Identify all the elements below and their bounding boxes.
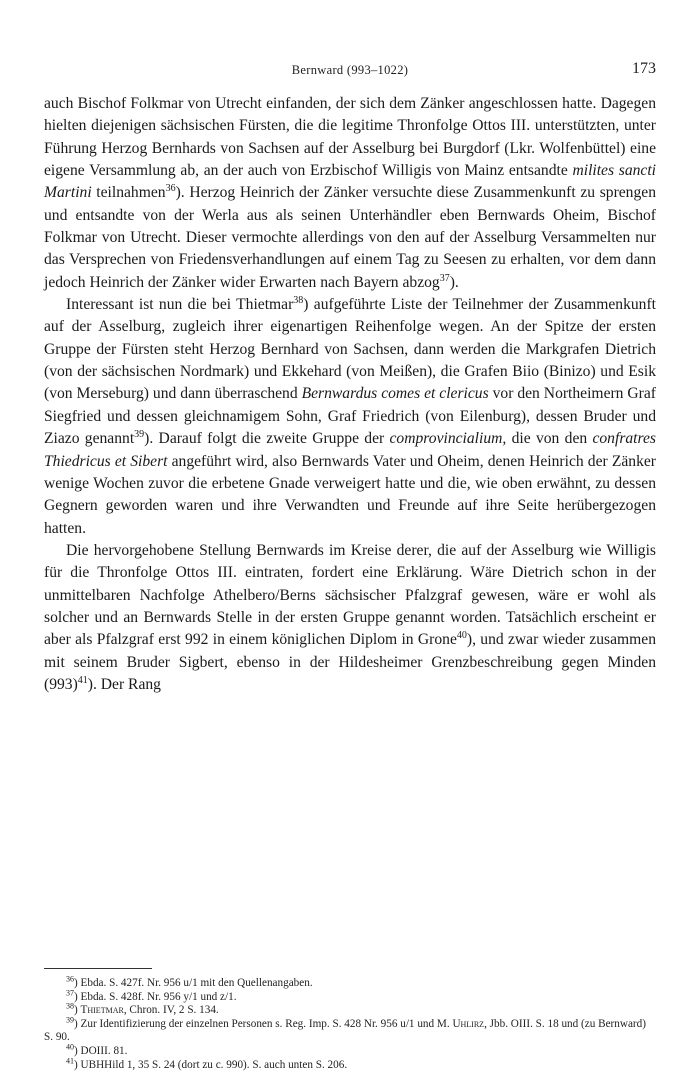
text-run: ) Ebda. S. 428f. Nr. 956 y/1 und z/1. bbox=[74, 990, 237, 1003]
paragraph bbox=[44, 540, 656, 696]
body-text bbox=[44, 93, 656, 696]
running-title: Bernward (993–1022) bbox=[291, 63, 409, 77]
text-run: ) Ebda. S. 427f. Nr. 956 u/1 mit den Quellenangaben. bbox=[74, 977, 313, 989]
text-run: auch Bischof Folkmar von Utrecht einfanden, der sich dem Zänker angeschlossen hatte. Dagegen hielten diejenigen sächsischen Fürsten, die die legitime Thronfolge Ottos III. unterstützten, unter Führung Herzog Bernhards von Sachsen auf der Asselburg bei Burgdorf (Lkr. Wolfenbüttel) eine eigene Versammlung ab, an der auch von Erzbischof Willigis von Mainz entsandte bbox=[44, 95, 656, 180]
footnote-36 bbox=[44, 974, 656, 991]
text-run: die von den bbox=[506, 430, 593, 448]
footnote-marker: 39 bbox=[66, 1015, 74, 1025]
footnote-marker: 40 bbox=[66, 1042, 74, 1052]
footnote-marker: 36 bbox=[66, 974, 74, 984]
text-run: ). Darauf folgt die zweite Gruppe der bbox=[144, 430, 390, 448]
footnote-marker: 38 bbox=[66, 1001, 74, 1011]
page-number: 173 bbox=[632, 60, 656, 77]
text-run: ). Herzog Heinrich der Zänker versuchte diese Zusammenkunft zu sprengen und entsandte von der Werla aus als seinen Unterhändler eben Bernwards Oheim, Bischof Folkmar von Utrecht. Dieser vermochte allerdings von den auf der Asselburg Versammelten nur das Versprechen von Friedensverhandlungen auf einem Tag zu Seesen zu erhalten, vor dem dann jedoch Heinrich der Zänker wider Erwarten nach Bayern abzog bbox=[44, 184, 656, 291]
text-run: Interessant ist nun die bei Thietmar bbox=[66, 296, 294, 314]
text-run: ). bbox=[449, 273, 459, 291]
text-run: ) aufgeführte Liste der Teilnehmer der Zusammenkunft auf der Asselburg, zugleich ihrer eigenartigen Reihenfolge wegen. An der Spitze der ersten Gruppe der Fürsten steht Herzog Bernhard von Sachsen, dann werden die Markgrafen Dietrich (von der sächsischen Nordmark) und Ekkehard (von Meißen), die Grafen Biio (Binizo) und Esik (von Merseburg) und dann überraschend bbox=[44, 296, 656, 403]
footnote-39 bbox=[44, 1015, 656, 1045]
text-run: , Jbb. OIII. S. 18 und (zu Bernward) S. 90. bbox=[44, 1017, 646, 1044]
footnote-marker: 36 bbox=[165, 183, 176, 195]
footnote-marker: 41 bbox=[77, 674, 88, 686]
paragraph bbox=[44, 294, 656, 540]
page-header bbox=[44, 60, 656, 82]
text-run: ), und zwar wieder zusammen mit seinem Bruder Sigbert, ebenso in der Hildesheimer Grenzbeschreibung gegen Minden (993) bbox=[44, 631, 656, 693]
text-run: , Chron. IV, 2 S. 134. bbox=[123, 1004, 219, 1017]
text-run: ). Der Rang bbox=[87, 675, 161, 693]
footnote-marker: 37 bbox=[66, 987, 74, 997]
text-run: ) UBHHild 1, 35 S. 24 (dort zu c. 990). S. auch unten S. 206. bbox=[74, 1058, 348, 1071]
paragraph bbox=[44, 93, 656, 294]
text-run: teilnahmen bbox=[91, 184, 166, 202]
author-name: Thietmar bbox=[80, 1004, 124, 1017]
italic-run: Bernwardus comes et clericus bbox=[301, 385, 489, 403]
footnote-marker: 38 bbox=[293, 294, 304, 306]
footnotes bbox=[44, 974, 656, 1072]
footnote-marker: 41 bbox=[66, 1055, 74, 1065]
footnote-marker: 39 bbox=[134, 428, 145, 440]
text-run: ) bbox=[74, 1004, 81, 1017]
footnote-37 bbox=[44, 987, 656, 1005]
text-run: ) Zur Identifizierung der einzelnen Personen s. Reg. Imp. S. 428 Nr. 956 u/1 und M. bbox=[74, 1017, 453, 1030]
footnote-marker: 40 bbox=[456, 630, 467, 642]
text-run: Die hervorgehobene Stellung Bernwards im Kreise derer, die auf der Asselburg wie Willigis für die Thronfolge Ottos III. eintraten, fordert eine Erklärung. Wäre Dietrich schon in der unmittelbaren Nachfolge Athelbero/Berns sächsischer Pfalzgraf gewesen, wäre er wohl als solcher und an Bernwards Stelle in der ersten Gruppe genannt worden. Tatsächlich erscheint er aber als Pfalzgraf erst 992 in einem königlichen Diplom in Grone bbox=[44, 541, 656, 649]
author-name: Uhlirz bbox=[452, 1017, 485, 1030]
footnote-marker: 37 bbox=[439, 272, 450, 284]
italic-run: milites sancti Martini bbox=[44, 162, 656, 202]
text-run: angeführt wird, also Bernwards Vater und Oheim, denen Heinrich der Zänker wenige Wochen zuvor die erbetene Gnade verweigert hatte und die, wie oben erwähnt, zu dessen Gegnern geworden waren und ihre Verwandten und Freunde auf ihre Seite herübergezogen hatten. bbox=[44, 452, 656, 537]
italic-run: comprovincialium, bbox=[389, 430, 507, 448]
footnote-40 bbox=[44, 1042, 656, 1059]
text-run: ) DOIII. 81. bbox=[74, 1044, 128, 1057]
italic-run: confratres Thiedricus et Sibert bbox=[44, 430, 656, 470]
footnote-divider bbox=[44, 968, 152, 969]
footnote-41 bbox=[44, 1055, 656, 1072]
text-run: vor den Northeimern Graf Siegfried und dessen gleichnamigem Sohn, Graf Friedrich (von Eilenburg), dessen Bruder und Ziazo genannt bbox=[44, 385, 656, 448]
footnote-38 bbox=[44, 1001, 656, 1018]
